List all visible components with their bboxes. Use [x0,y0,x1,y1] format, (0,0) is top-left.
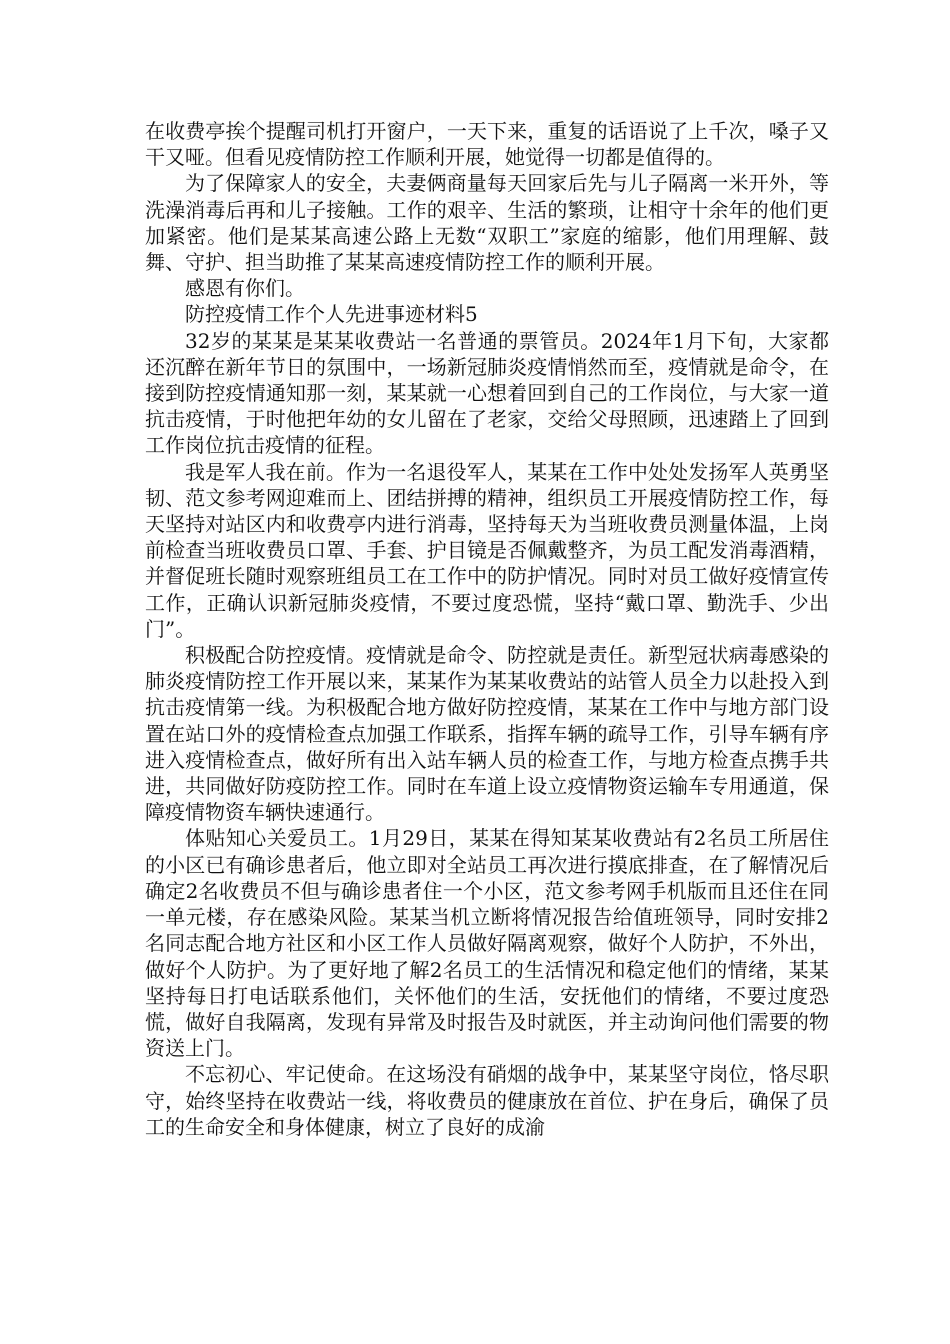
paragraph-veteran: 我是军人我在前。作为一名退役军人，某某在工作中处处发扬军人英勇坚韧、范文参考网迎难而上、团结拼搏的精神，组织员工开展疫情防控工作，每天坚持对站区内和收费亭内进行消毒，坚持每天为当班收费员测量体温，上岗前检查当班收费员口罩、手套、护目镜是否佩戴整齐，为员工配发消毒酒精，并督促班长随时观察班组员工在工作中的防护情况。同时对员工做好疫情宣传工作，正确认识新冠肺炎疫情，不要过度恐慌，坚持“戴口罩、勤洗手、少出门”。 [145,459,829,641]
document-page [145,118,829,1140]
paragraph-mission: 不忘初心、牢记使命。在这场没有硝烟的战争中，某某坚守岗位，恪尽职守，始终坚持在收费站一线，将收费员的健康放在首位、护在身后，确保了员工的生命安全和身体健康，树立了良好的成渝 [145,1062,829,1139]
paragraph-caring-staff: 体贴知心关爱员工。1月29日，某某在得知某某收费站有2名员工所居住的小区已有确诊患者后，他立即对全站员工再次进行摸底排查，在了解情况后确定2名收费员不但与确诊患者住一个小区，范文参考网手机版而且还住在同一单元楼，存在感染风险。某某当机立断将情况报告给值班领导，同时安排2名同志配合地方社区和小区工作人员做好隔离观察，做好个人防护，不外出，做好个人防护。为了更好地了解2名员工的生活情况和稳定他们的情绪，某某坚持每日打电话联系他们，关怀他们的生活，安抚他们的情绪，不要过度恐慌，做好自我隔离，发现有异常及时报告及时就医，并主动询问他们需要的物资送上门。 [145,826,829,1061]
paragraph-cooperation: 积极配合防控疫情。疫情就是命令、防控就是责任。新型冠状病毒感染的肺炎疫情防控工作开展以来，某某作为某某收费站的站管人员全力以赴投入到抗击疫情第一线。为积极配合地方做好防控疫情，某某在工作中与地方部门设置在站口外的疫情检查点加强工作联系，指挥车辆的疏导工作，引导车辆有序进入疫情检查点，做好所有出入站车辆人员的检查工作，与地方检查点携手共进，共同做好防疫防控工作。同时在车道上设立疫情物资运输车专用通道，保障疫情物资车辆快速通行。 [145,643,829,825]
paragraph-continuation: 在收费亭挨个提醒司机打开窗户，一天下来，重复的话语说了上千次，嗓子又干又哑。但看见疫情防控工作顺利开展，她觉得一切都是值得的。 [145,119,829,170]
section-heading: 防控疫情工作个人先进事迹材料5 [185,302,478,327]
paragraph-introduction: 32岁的某某是某某收费站一名普通的票管员。2024年1月下旬，大家都还沉醉在新年节日的氛围中，一场新冠肺炎疫情悄然而至，疫情就是命令，在接到防控疫情通知那一刻，某某就一心想着回到自己的工作岗位，与大家一道抗击疫情，于时他把年幼的女儿留在了老家，交给父母照顾，迅速踏上了回到工作岗位抗击疫情的征程。 [145,328,829,458]
paragraph-family-safety: 为了保障家人的安全，夫妻俩商量每天回家后先与儿子隔离一米开外，等洗澡消毒后再和儿子接触。工作的艰辛、生活的繁琐，让相守十余年的他们更加紧密。他们是某某高速公路上无数“双职工”家庭的缩影，他们用理解、鼓舞、守护、担当助推了某某高速疫情防控工作的顺利开展。 [145,171,829,275]
paragraph-gratitude: 感恩有你们。 [185,276,305,301]
